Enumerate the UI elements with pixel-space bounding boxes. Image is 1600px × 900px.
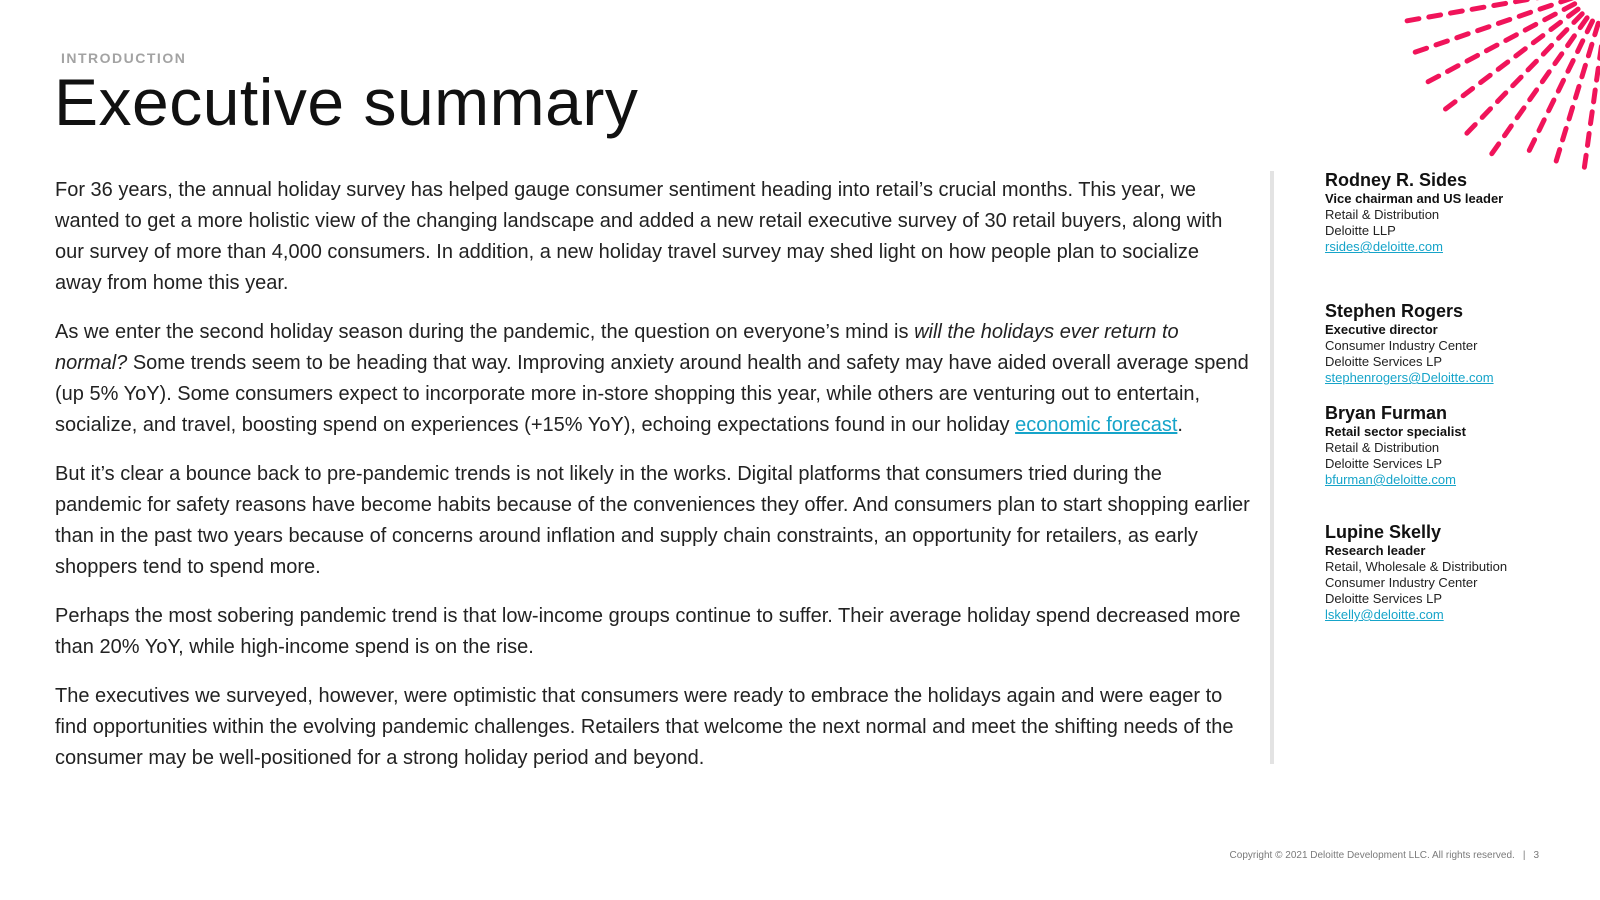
- decoration-dash: [1578, 41, 1583, 52]
- decoration-dash: [1559, 30, 1567, 39]
- decoration-dash: [1574, 14, 1582, 23]
- decoration-dash: [1505, 126, 1512, 136]
- contact-email-link[interactable]: rsides@deloitte.com: [1325, 239, 1443, 254]
- eyebrow-label: INTRODUCTION: [61, 50, 187, 66]
- decoration-dash: [1542, 72, 1549, 82]
- decoration-dash: [1555, 54, 1562, 64]
- decoration-dash: [1561, 0, 1572, 2]
- decoration-dash: [1584, 155, 1586, 167]
- decoration-dash: [1587, 21, 1592, 32]
- decoration-dash: [1530, 90, 1537, 100]
- contact-card: [1325, 169, 1503, 255]
- paragraph-3: But it’s clear a bounce back to pre-pandemic trends is not likely in the works. Digital platforms that consumers tried during the pandemic for safety reasons have become habits because of the conveniences they offer. And consumers plan to start shopping earlier than in the past two years because of concerns around inflation and supply chain constraints, an opportunity for retailers, as early shoppers tend to spend more.: [55, 463, 1250, 578]
- contact-card: [1325, 521, 1507, 623]
- paragraph-2-start: As we enter the second holiday season during the pandemic, the question on everyone’s mind is: [55, 321, 915, 343]
- contact-card: [1325, 402, 1466, 488]
- decoration-dash: [1568, 61, 1573, 72]
- contact-card: [1325, 300, 1494, 386]
- decoration-dash: [1486, 45, 1497, 51]
- paragraph-2-middle: Some trends seem to be heading that way. Improving anxiety around health and safety may have aided overall average spend (up 5% YoY). Some consumers expect to incorporate more in-store shopping this year, while others are venturing out to entertain, socialize, and travel, boosting spend on experiences (+15% YoY), echoing expectations found in our holiday: [55, 352, 1249, 436]
- decoration-dash: [1545, 14, 1556, 20]
- contact-line: Deloitte Services LP: [1325, 456, 1443, 471]
- paragraph-2-question: will the holidays ever return to normal?: [55, 321, 1179, 374]
- decoration-dash: [1517, 108, 1524, 118]
- decoration-dash: [1580, 18, 1587, 28]
- decoration-dash: [1482, 109, 1490, 118]
- contact-line: Deloitte LLP: [1325, 223, 1396, 238]
- decoration-dash: [1588, 44, 1592, 56]
- decoration-dash: [1506, 35, 1517, 41]
- contact-line: Retail & Distribution: [1325, 440, 1440, 455]
- decoration-dash: [1436, 41, 1447, 45]
- decoration-dash: [1533, 36, 1543, 43]
- decoration-dash: [1429, 15, 1441, 17]
- decoration-dash: [1415, 48, 1426, 52]
- contact-role: Retail sector specialist: [1325, 424, 1466, 439]
- decoration-dash: [1428, 76, 1439, 82]
- decoration-dash: [1594, 90, 1596, 102]
- decoration-dash: [1564, 4, 1575, 10]
- contact-line: Consumer Industry Center: [1325, 338, 1478, 353]
- sidebar-divider: [1270, 171, 1274, 764]
- decoration-dash: [1451, 11, 1463, 13]
- decoration-dash: [1407, 19, 1419, 21]
- decoration-dash: [1448, 66, 1459, 72]
- radiating-dashes-decoration: [1400, 0, 1600, 170]
- decoration-dash: [1513, 77, 1521, 86]
- contact-line: Consumer Industry Center: [1325, 575, 1478, 590]
- decoration-dash: [1568, 36, 1575, 46]
- paragraph-5: The executives we surveyed, however, were optimistic that consumers were ready to embrace the holidays again and were eager to find opportunities within the evolving pandemic challenges. Retailers that welcome the next normal and meet the shifting needs of the consumer may be well-positioned for a strong holiday period and beyond.: [55, 685, 1234, 769]
- copyright-text: Copyright © 2021 Deloitte Development LLC. All rights reserved.: [1229, 850, 1515, 861]
- contact-line: Retail & Distribution: [1325, 207, 1440, 222]
- page-number: 3: [1533, 850, 1539, 861]
- decoration-dash: [1446, 102, 1456, 109]
- decoration-dash: [1539, 120, 1544, 131]
- footer-separator: |: [1522, 850, 1526, 861]
- decoration-dash: [1563, 128, 1567, 140]
- decoration-dash: [1498, 93, 1506, 102]
- decoration-dash: [1597, 68, 1599, 80]
- contact-line: Deloitte Services LP: [1325, 591, 1443, 606]
- contact-name: Lupine Skelly: [1325, 522, 1442, 542]
- paragraph-1: For 36 years, the annual holiday survey has helped gauge consumer sentiment heading into retail’s crucial months. This year, we wanted to get a more holistic view of the changing landscape and added a new retail executive survey of 30 retail buyers, along with our survey of more than 4,000 consumers. In addition, a new holiday travel survey may shed light on how people plan to socialize away from home this year.: [55, 179, 1223, 294]
- decoration-dash: [1582, 65, 1586, 77]
- decoration-dash: [1556, 150, 1560, 162]
- decoration-dash: [1576, 86, 1580, 97]
- decoration-dash: [1467, 125, 1475, 134]
- decoration-dash: [1492, 144, 1499, 154]
- decoration-dash: [1498, 62, 1508, 69]
- page-footer: [1230, 850, 1539, 861]
- contact-role: Executive director: [1325, 322, 1438, 337]
- decoration-dash: [1595, 23, 1599, 34]
- decoration-dash: [1498, 20, 1509, 24]
- decoration-dash: [1516, 0, 1528, 2]
- decoration-dash: [1558, 80, 1563, 91]
- decoration-dash: [1529, 140, 1534, 151]
- contact-name: Rodney R. Sides: [1325, 170, 1468, 190]
- decoration-dash: [1519, 12, 1530, 16]
- decoration-dash: [1478, 27, 1489, 31]
- decoration-dash: [1516, 49, 1526, 56]
- summary-body: [55, 175, 1250, 792]
- contact-email-link[interactable]: stephenrogers@Deloitte.com: [1325, 370, 1494, 385]
- page-title: Executive summary: [54, 65, 639, 139]
- contact-line: Retail, Wholesale & Distribution: [1325, 559, 1508, 574]
- decoration-dash: [1588, 134, 1590, 146]
- decoration-dash: [1494, 3, 1506, 5]
- paragraph-2-end: .: [1177, 414, 1183, 436]
- contact-email-link[interactable]: lskelly@deloitte.com: [1325, 607, 1444, 622]
- decoration-dash: [1467, 55, 1478, 61]
- decoration-dash: [1549, 100, 1554, 111]
- decoration-dash: [1569, 9, 1579, 16]
- decoration-dash: [1525, 24, 1536, 30]
- contact-name: Stephen Rogers: [1325, 301, 1464, 321]
- decoration-dash: [1569, 107, 1573, 119]
- paragraph-2: [55, 317, 1250, 441]
- contact-line: Deloitte Services LP: [1325, 354, 1443, 369]
- decoration-dash: [1463, 89, 1473, 96]
- contact-role: Research leader: [1325, 543, 1426, 558]
- decoration-dash: [1591, 112, 1593, 124]
- decoration-dash: [1457, 34, 1468, 38]
- economic-forecast-link[interactable]: economic forecast: [1015, 414, 1178, 436]
- decoration-dash: [1540, 5, 1551, 9]
- paragraph-4: Perhaps the most sobering pandemic trend is that low-income groups continue to suffer. Their average holiday spend decreased more than 20% YoY, while high-income spend is on the rise.: [55, 605, 1241, 658]
- decoration-dash: [1528, 61, 1536, 70]
- contact-email-link[interactable]: bfurman@deloitte.com: [1325, 472, 1456, 487]
- decoration-dash: [1472, 7, 1484, 9]
- decoration-dash: [1551, 22, 1561, 29]
- contact-name: Bryan Furman: [1325, 403, 1448, 423]
- decoration-dash: [1543, 45, 1551, 54]
- contact-role: Vice chairman and US leader: [1325, 191, 1504, 206]
- decoration-dash: [1481, 75, 1491, 82]
